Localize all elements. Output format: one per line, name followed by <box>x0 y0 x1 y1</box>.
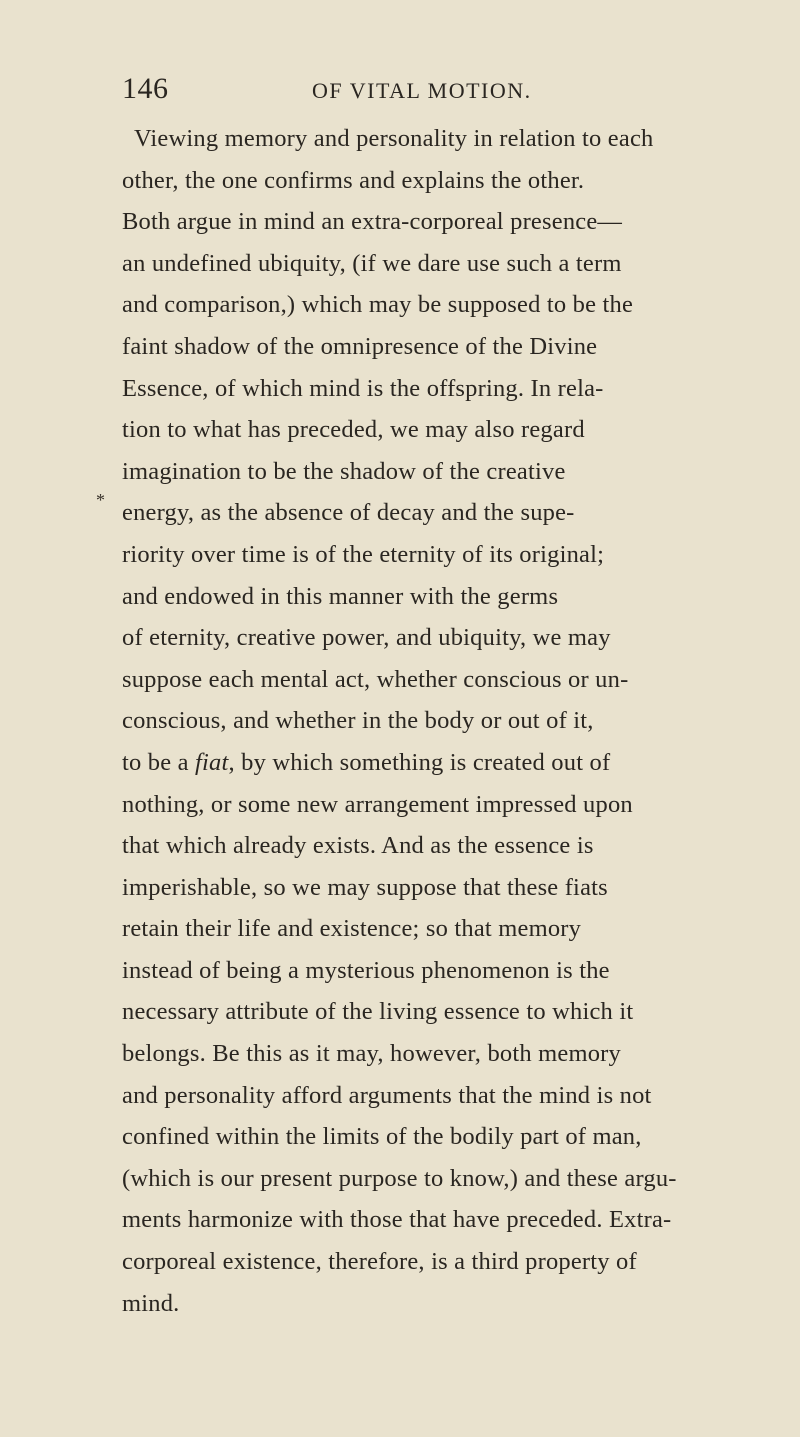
text-line: belongs. Be this as it may, however, both memory <box>122 1040 621 1068</box>
italic-word: fiat <box>195 748 229 776</box>
text-line: retain their life and existence; so that memory <box>122 915 582 943</box>
text-line: confined within the limits of the bodily part of man, <box>122 1123 642 1151</box>
text-line: Viewing memory and personality in relation to each <box>134 125 654 152</box>
text-line: of eternity, creative power, and ubiquity, we may <box>122 624 611 652</box>
text-line: and comparison,) which may be supposed to be the <box>122 291 634 319</box>
text-line-with-italic <box>122 742 800 784</box>
text-line: ments harmonize with those that have preceded. Extra- <box>122 1206 672 1234</box>
text-line: imperishable, so we may suppose that these fiats <box>122 873 608 901</box>
text-line: imagination to be the shadow of the creative <box>122 457 566 485</box>
running-title: OF VITAL MOTION. <box>312 78 532 103</box>
text-line: Both argue in mind an extra-corporeal presence— <box>122 208 623 236</box>
text-line: and personality afford arguments that the mind is not <box>122 1081 652 1109</box>
text-line: that which already exists. And as the essence is <box>122 832 594 860</box>
text-line: other, the one confirms and explains the other. <box>122 166 585 194</box>
text-line: faint shadow of the omnipresence of the Divine <box>122 332 598 360</box>
text-line: instead of being a mysterious phenomenon is the <box>122 956 610 984</box>
text-line: (which is our present purpose to know,) and these argu- <box>122 1164 677 1192</box>
running-head <box>122 72 682 106</box>
body-paragraph <box>122 118 800 1324</box>
text-line: energy, as the absence of decay and the supe- <box>122 499 575 527</box>
text-line: Essence, of which mind is the offspring. In rela- <box>122 374 604 402</box>
text-segment: to be a <box>122 748 196 776</box>
text-line: conscious, and whether in the body or out of it, <box>122 707 594 735</box>
text-line: and endowed in this manner with the germs <box>122 582 559 610</box>
text-line: corporeal existence, therefore, is a third property of <box>122 1248 637 1276</box>
text-line: riority over time is of the eternity of its original; <box>122 540 605 568</box>
text-line: necessary attribute of the living essence to which it <box>122 998 634 1026</box>
page-number: 146 <box>122 72 169 105</box>
text-line: an undefined ubiquity, (if we dare use such a term <box>122 249 622 277</box>
text-line: tion to what has preceded, we may also regard <box>122 416 585 444</box>
text-line: mind. <box>122 1289 180 1317</box>
text-line: suppose each mental act, whether conscious or un- <box>122 665 629 693</box>
text-line: nothing, or some new arrangement impressed upon <box>122 790 633 818</box>
margin-mark: * <box>96 490 105 510</box>
text-segment: , by which something is created out of <box>228 748 611 776</box>
